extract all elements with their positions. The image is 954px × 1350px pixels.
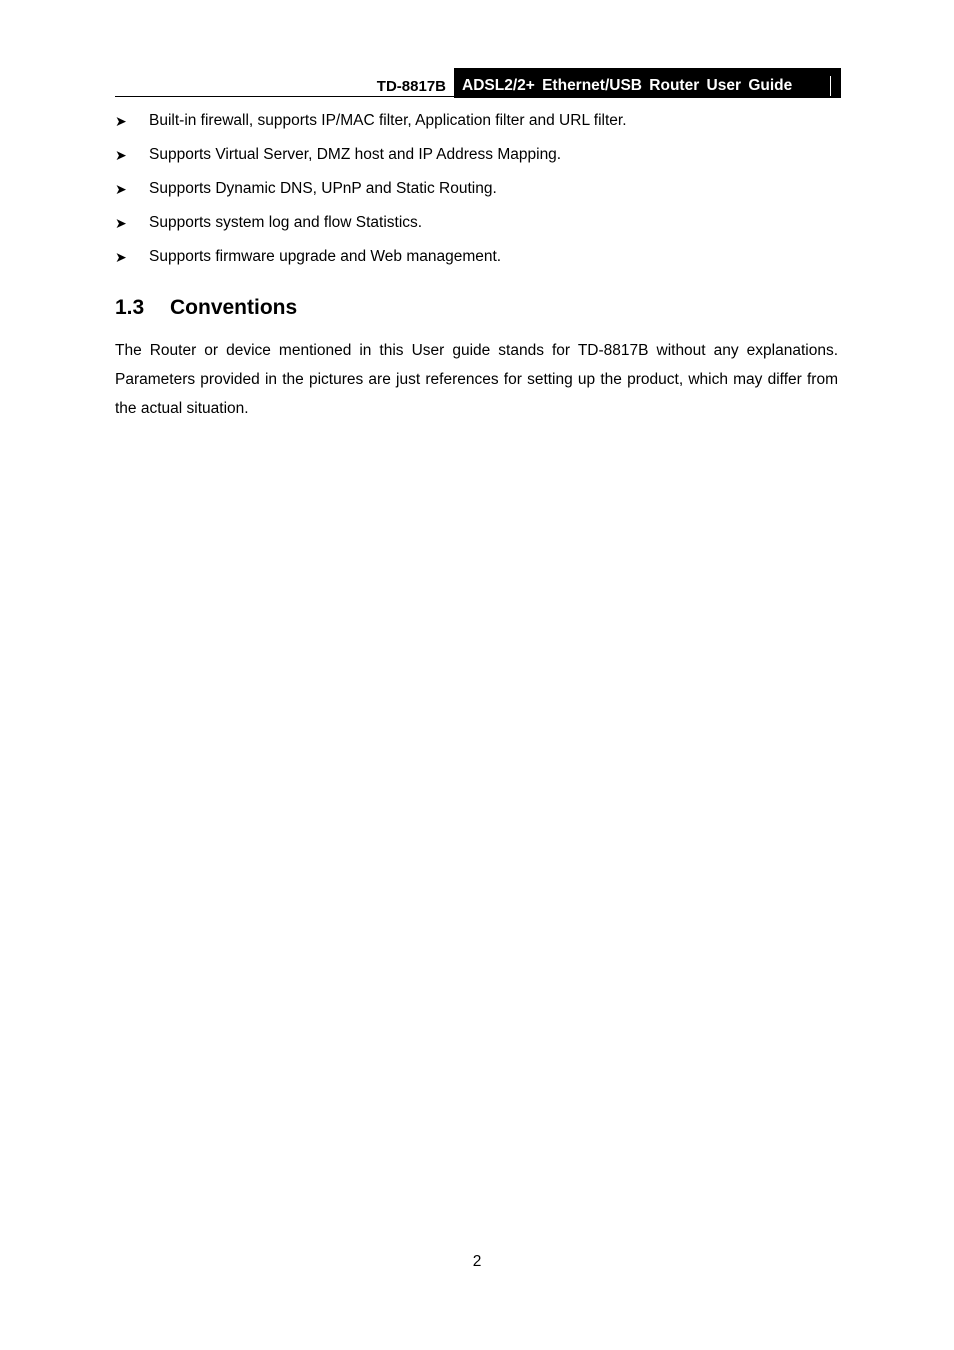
list-item: [115, 179, 841, 213]
arrowhead-bullet-icon: ➤: [115, 181, 127, 197]
list-item-text: Built-in firewall, supports IP/MAC filter, Application filter and URL filter.: [149, 112, 627, 129]
header-tick: [830, 76, 831, 96]
list-item: [115, 145, 841, 179]
header-title-box: [454, 68, 841, 98]
section-number: 1.3: [115, 296, 145, 319]
list-item: [115, 247, 841, 281]
arrowhead-bullet-icon: ➤: [115, 249, 127, 265]
page-header: [115, 68, 841, 98]
page-number: 2: [472, 1253, 482, 1270]
list-item-text: Supports system log and flow Statistics.: [149, 214, 423, 231]
header-title: ADSL2/2+ Ethernet/USB Router User Guide: [462, 77, 793, 94]
arrowhead-bullet-icon: ➤: [115, 113, 127, 129]
section-heading: [115, 296, 297, 320]
list-item-text: Supports Virtual Server, DMZ host and IP Address Mapping.: [149, 146, 562, 163]
list-item-text: Supports Dynamic DNS, UPnP and Static Routing.: [149, 180, 497, 197]
body-paragraph: The Router or device mentioned in this User guide stands for TD-8817B without any explanations. Parameters provided in the pictures are just references for setting up the product, which may differ from the actual situation.: [115, 342, 838, 417]
list-item-text: Supports firmware upgrade and Web management.: [149, 248, 502, 265]
list-item: [115, 111, 841, 145]
header-model: TD-8817B: [376, 78, 446, 95]
section-title: Conventions: [170, 296, 298, 319]
list-item: [115, 213, 841, 247]
arrowhead-bullet-icon: ➤: [115, 215, 127, 231]
header-rule: [115, 96, 455, 97]
feature-list: [115, 111, 841, 281]
arrowhead-bullet-icon: ➤: [115, 147, 127, 163]
